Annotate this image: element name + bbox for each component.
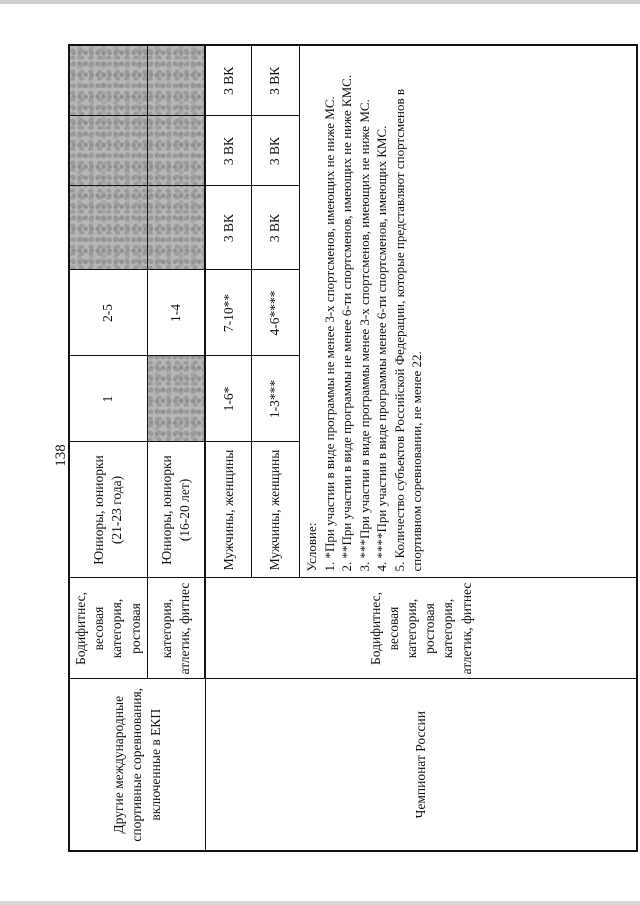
condition-item: 1. *При участии в виде программы не менее 3-х спортсменов, имеющих не ниже МС. <box>321 96 337 572</box>
competition-cell: Другие международные спортивные соревнования, включенные в ЕКП <box>69 679 205 851</box>
shaded-cell <box>69 45 147 116</box>
condition-item: 4. ****При участии в виде программы менее 6-ти спортсменов, имеющих КМС. <box>374 125 390 572</box>
rank-cell: 3 ВК <box>205 116 251 186</box>
shaded-cell <box>147 356 205 442</box>
page-number: 138 <box>52 444 69 467</box>
shaded-cell <box>147 45 205 116</box>
scan-edge-bottom <box>0 901 640 905</box>
rank-cell: 3 ВК <box>251 116 299 186</box>
condition-item: 3. ***При участии в виде программы менее 3-х спортсменов, имеющих не ниже МС. <box>356 99 372 572</box>
discipline-cell: Бодифитнес, весовая категория, ростовая <box>69 578 147 679</box>
place-cell: 2-5 <box>69 270 147 356</box>
condition-item: 5. Количество субъектов Российской Федерации, которые представляют спортсменов в спортивном соревновании, не менее 22. <box>392 89 424 572</box>
group-cell: Мужчины, женщины <box>205 442 251 578</box>
place-cell: 7-10** <box>205 270 251 356</box>
conditions-title: Условие: <box>303 522 319 572</box>
conditions-cell <box>299 45 637 578</box>
rank-cell: 3 ВК <box>205 45 251 116</box>
place-cell: 4-6**** <box>251 270 299 356</box>
condition-item: 2. **При участии в виде программы не менее 6-ти спортсменов, имеющих не ниже КМС. <box>339 74 355 572</box>
place-cell: 1-4 <box>147 270 205 356</box>
place-cell: 1-3*** <box>251 356 299 442</box>
group-cell: Юниоры, юниорки (21-23 года) <box>69 442 147 578</box>
rank-cell: 3 ВК <box>205 186 251 270</box>
rank-requirements-table <box>68 44 638 852</box>
rotated-table-container <box>68 46 638 852</box>
competition-cell: Чемпионат России <box>205 679 637 851</box>
table-row <box>69 45 147 851</box>
group-cell: Юниоры, юниорки (16-20 лет) <box>147 442 205 578</box>
rank-cell: 3 ВК <box>251 45 299 116</box>
shaded-cell <box>147 116 205 186</box>
shaded-cell <box>147 186 205 270</box>
group-cell: Мужчины, женщины <box>251 442 299 578</box>
rank-cell: 3 ВК <box>251 186 299 270</box>
discipline-cell: Бодифитнес, весовая категория, ростовая категория, атлетик, фитнес <box>205 578 637 679</box>
table-row <box>205 45 251 851</box>
scan-edge-top <box>0 0 640 4</box>
shaded-cell <box>69 116 147 186</box>
place-cell: 1-6* <box>205 356 251 442</box>
place-cell: 1 <box>69 356 147 442</box>
discipline-cell: категория, атлетик, фитнес <box>147 578 205 679</box>
shaded-cell <box>69 186 147 270</box>
